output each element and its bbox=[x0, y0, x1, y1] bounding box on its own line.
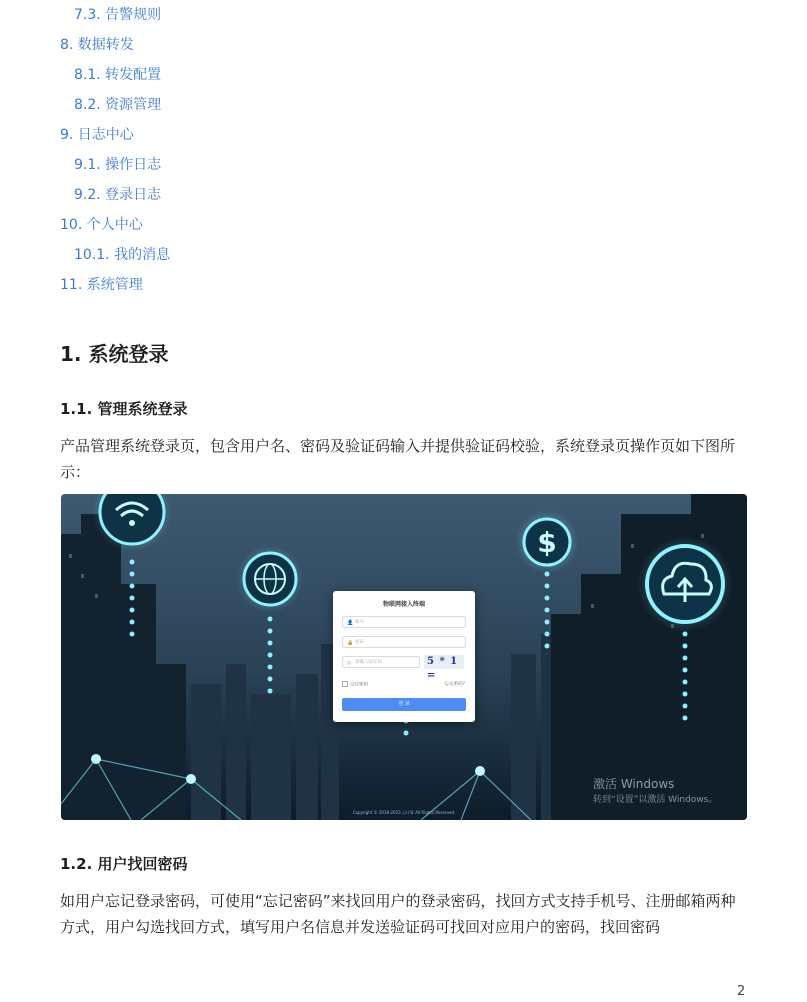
captcha-field[interactable]: ◎ 请输入验证码 bbox=[342, 656, 420, 668]
windows-watermark-title: 激活 Windows bbox=[593, 777, 675, 791]
password-field[interactable]: 🔒 密码 bbox=[342, 636, 466, 648]
paragraph-login: 产品管理系统登录页，包含用户名、密码及验证码输入并提供验证码校验，系统登录页操作页如下图所示： bbox=[60, 437, 736, 481]
toc-item-10-1[interactable]: 10.1. 我的消息 bbox=[74, 247, 171, 263]
toc-item-7-3[interactable]: 7.3. 告警规则 bbox=[74, 7, 162, 23]
page-number: 2 bbox=[737, 984, 746, 999]
section-heading: 1. 系统登录 bbox=[60, 342, 169, 366]
shield-icon: ◎ bbox=[347, 660, 352, 666]
toc-item-11[interactable]: 11. 系统管理 bbox=[60, 277, 143, 293]
toc-item-9-2[interactable]: 9.2. 登录日志 bbox=[74, 187, 162, 203]
login-button[interactable]: 登 录 bbox=[342, 698, 466, 711]
toc-item-9-1[interactable]: 9.1. 操作日志 bbox=[74, 157, 162, 173]
paragraph-recover: 如用户忘记登录密码，可使用“忘记密码”来找回用户的登录密码，找回方式支持手机号、注册邮箱两种方式，用户勾选找回方式，填写用户名信息并发送验证码可找回对应用户的密码，找回密码 bbox=[60, 892, 736, 936]
remember-checkbox[interactable]: 记住密码 bbox=[342, 681, 368, 688]
dollar-icon bbox=[515, 510, 579, 574]
subsection-heading-recover: 1.2. 用户找回密码 bbox=[60, 855, 188, 873]
forgot-password-link[interactable]: 忘记密码? bbox=[444, 682, 465, 687]
globe-icon bbox=[236, 545, 304, 613]
subsection-heading-login: 1.1. 管理系统登录 bbox=[60, 400, 188, 418]
toc-item-10[interactable]: 10. 个人中心 bbox=[60, 217, 143, 233]
login-dialog bbox=[333, 591, 475, 722]
captcha-image[interactable]: 5 * 1 = bbox=[424, 655, 464, 669]
windows-watermark-subtitle: 转到“设置”以激活 Windows。 bbox=[593, 795, 718, 805]
user-icon: 👤 bbox=[347, 620, 354, 626]
toc-item-8-1[interactable]: 8.1. 转发配置 bbox=[74, 67, 162, 83]
toc-item-8[interactable]: 8. 数据转发 bbox=[60, 37, 134, 53]
login-page-screenshot bbox=[61, 494, 747, 820]
login-title: 物联网接入终端 bbox=[382, 601, 425, 608]
cloud-upload-icon bbox=[637, 536, 733, 632]
toc-item-9[interactable]: 9. 日志中心 bbox=[60, 127, 134, 143]
svg-text:$: $ bbox=[537, 526, 557, 559]
lock-icon: 🔒 bbox=[347, 640, 354, 646]
username-field[interactable]: 👤 账号 bbox=[342, 616, 466, 628]
toc-item-8-2[interactable]: 8.2. 资源管理 bbox=[74, 97, 162, 113]
copyright-text: Copyright © 2018-2023 云计算 All Rights Reserved. bbox=[352, 810, 456, 815]
